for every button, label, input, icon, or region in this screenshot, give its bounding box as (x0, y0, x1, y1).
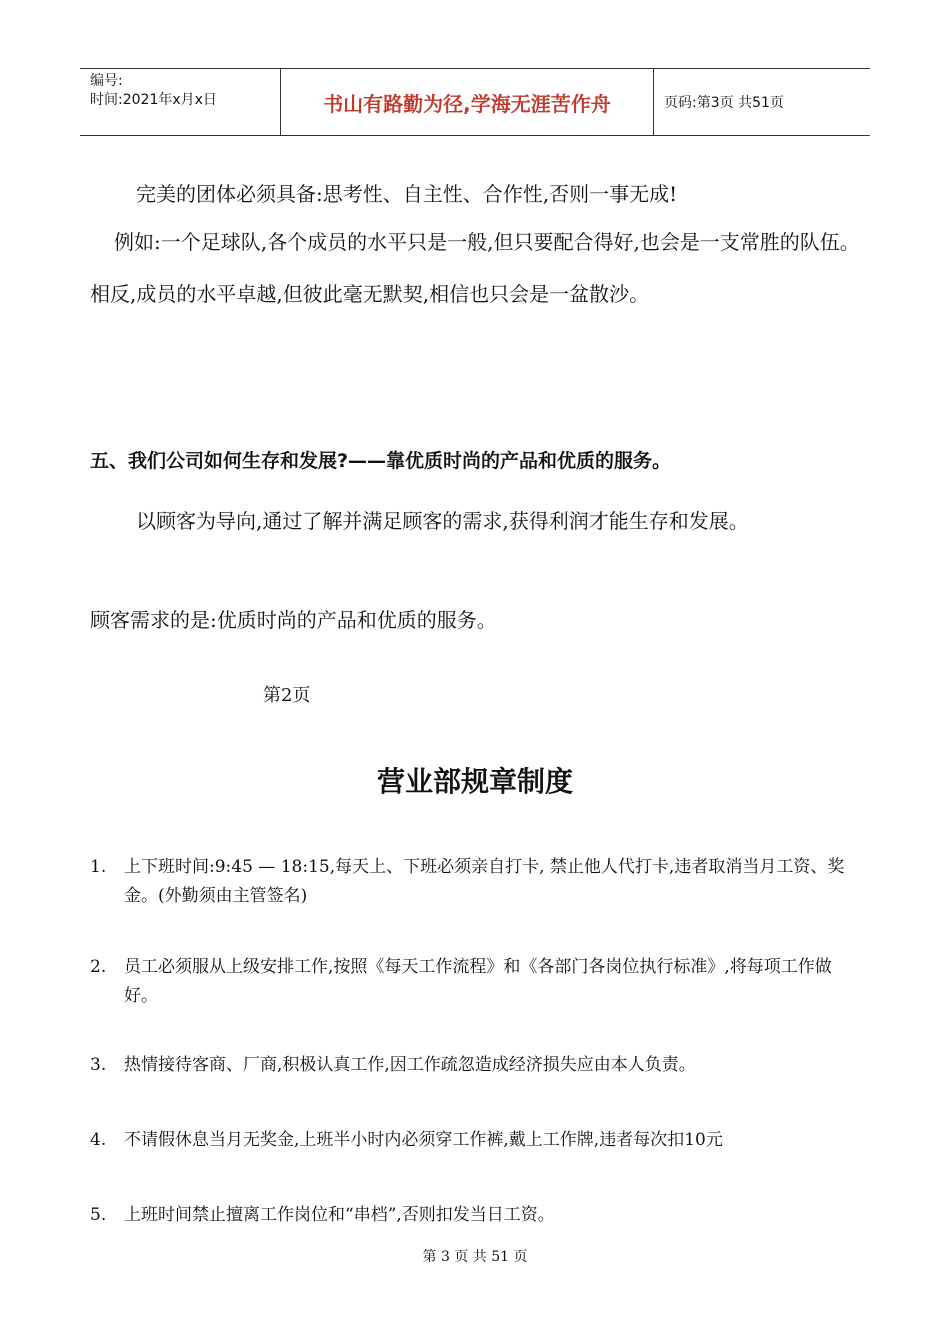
rule-text: 热情接待客商、厂商,积极认真工作,因工作疏忽造成经济损失应由本人负责。 (124, 1055, 696, 1075)
document-title: 营业部规章制度 (376, 765, 573, 798)
paragraph-customer-needs: 顾客需求的是:优质时尚的产品和优质的服务。 (90, 608, 497, 632)
header-motto: 书山有路勤为径,学海无涯苦作舟 (281, 69, 654, 135)
page-footer: 第 3 页 共 51 页 (422, 1249, 528, 1265)
rule-number: 5. (90, 1205, 107, 1225)
paragraph-customer-oriented: 以顾客为导向,通过了解并满足顾客的需求,获得利润才能生存和发展。 (136, 509, 749, 533)
rule-text: 上下班时间:9:45 — 18:15,每天上、下班必须亲自打卡, 禁止他人代打卡,违者取消当月工资、奖金。(外勤须由主管签名) (124, 857, 845, 906)
rule-item (90, 1051, 865, 1080)
rule-item (90, 1126, 865, 1155)
rule-number: 3. (90, 1055, 107, 1075)
section-5-title: 五、我们公司如何生存和发展?——靠优质时尚的产品和优质的服务。 (90, 450, 672, 472)
page-header (80, 68, 870, 136)
header-meta (80, 69, 281, 135)
rule-item (90, 853, 865, 911)
rule-item (90, 1201, 865, 1230)
inner-page-marker: 第2页 (263, 685, 311, 706)
rule-text: 上班时间禁止擅离工作岗位和“串档”,否则扣发当日工资。 (124, 1205, 555, 1225)
rule-number: 2. (90, 957, 107, 977)
paragraph-example: 例如:一个足球队,各个成员的水平只是一般,但只要配合得好,也会是一支常胜的队伍。相反,成员的水平卓越,但彼此毫无默契,相信也只会是一盆散沙。 (90, 230, 860, 306)
paragraph-team: 完美的团体必须具备:思考性、自主性、合作性,否则一事无成! (136, 182, 678, 206)
rule-text: 不请假休息当月无奖金,上班半小时内必须穿工作裤,戴上工作牌,违者每次扣10元 (124, 1130, 723, 1150)
rule-text: 员工必须服从上级安排工作,按照《每天工作流程》和《各部门各岗位执行标准》,将每项工作做好。 (124, 957, 832, 1006)
date-label: 时间:2021年x月x日 (90, 92, 217, 108)
number-label: 编号: (90, 73, 123, 89)
header-page-info: 页码:第3页 共51页 (664, 95, 784, 111)
rule-item (90, 953, 865, 1011)
rule-number: 4. (90, 1130, 107, 1150)
rule-number: 1. (90, 857, 107, 877)
